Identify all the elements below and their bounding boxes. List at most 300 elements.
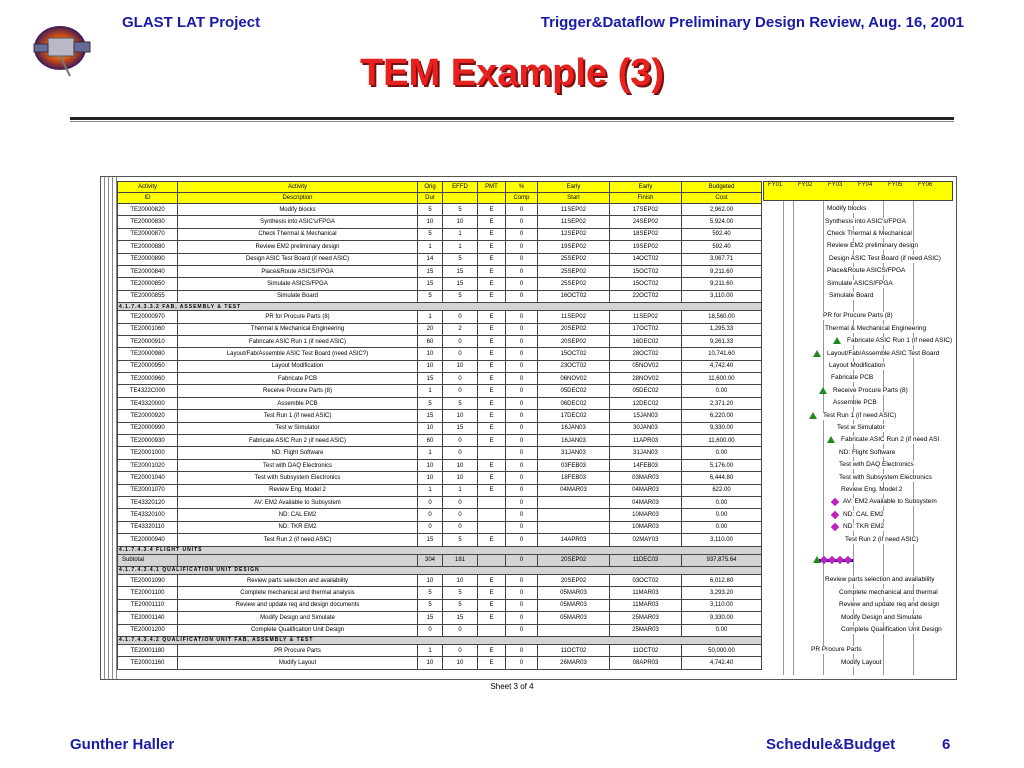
table-cell: Complete mechanical and thermal analysis: [178, 587, 418, 599]
table-cell: 15: [418, 278, 443, 290]
table-cell: TE20000910: [118, 335, 178, 347]
table-cell: 10: [418, 472, 443, 484]
table-row: [118, 290, 762, 302]
table-cell: 0: [443, 435, 478, 447]
table-cell: E: [478, 385, 506, 397]
table-cell: 0: [506, 241, 538, 253]
table-cell: 28NOV02: [610, 373, 682, 385]
table-cell: 23OCT02: [538, 360, 610, 372]
col-header: EFFD: [443, 182, 478, 193]
table-cell: 10: [418, 348, 443, 360]
title-rule-thin: [70, 121, 954, 122]
table-cell: 10: [443, 574, 478, 586]
table-cell: 20SEP02: [538, 554, 610, 566]
table-cell: 05DEC02: [610, 385, 682, 397]
table-cell: 6,012.80: [682, 574, 762, 586]
table-row: [118, 311, 762, 323]
table-cell: 15: [418, 534, 443, 546]
table-row: [118, 612, 762, 624]
table-cell: 14FEB03: [610, 459, 682, 471]
table-cell: 5: [443, 290, 478, 302]
footer-section: Schedule&Budget: [766, 736, 896, 753]
table-cell: 16JAN03: [538, 435, 610, 447]
table-cell: Modify Design and Simulate: [178, 612, 418, 624]
table-cell: [538, 624, 610, 636]
sheet-label: Sheet 3 of 4: [490, 682, 534, 691]
table-cell: 0: [506, 290, 538, 302]
table-cell: E: [478, 373, 506, 385]
table-cell: 10MAR03: [610, 509, 682, 521]
table-cell: 0: [443, 311, 478, 323]
table-cell: TE20001180: [118, 644, 178, 656]
table-cell: 05NOV02: [610, 360, 682, 372]
fy-label: FY04: [858, 182, 873, 188]
task-start-icon: [809, 412, 817, 419]
col-header: Early: [610, 182, 682, 193]
table-cell: 10: [443, 657, 478, 669]
table-cell: [538, 509, 610, 521]
table-cell: 0.00: [682, 624, 762, 636]
table-cell: 15: [443, 278, 478, 290]
section-label: 4.1.7.4.3.3.2 FAB, ASSEMBLY & TEST: [118, 303, 762, 311]
table-cell: 0: [506, 496, 538, 508]
table-cell: 15: [443, 265, 478, 277]
table-row: [118, 422, 762, 434]
table-cell: 10: [443, 472, 478, 484]
table-cell: Place&Route ASICS/FPGA: [178, 265, 418, 277]
table-cell: TE20000840: [118, 265, 178, 277]
table-cell: 11MAR03: [610, 599, 682, 611]
table-cell: 3,110.00: [682, 290, 762, 302]
table-row: [118, 624, 762, 636]
table-cell: E: [478, 534, 506, 546]
table-row: [118, 335, 762, 347]
table-cell: 592.40: [682, 228, 762, 240]
table-cell: TE20001000: [118, 447, 178, 459]
table-cell: PR Procure Parts: [178, 644, 418, 656]
table-row: [118, 241, 762, 253]
col-header: [443, 193, 478, 204]
table-cell: TE43320100: [118, 509, 178, 521]
col-header: [478, 193, 506, 204]
table-cell: 04MAR03: [610, 484, 682, 496]
fy-label: FY02: [798, 182, 813, 188]
footer-page: 6: [942, 736, 951, 753]
table-cell: TE20000960: [118, 373, 178, 385]
table-row: [118, 459, 762, 471]
table-cell: [478, 521, 506, 533]
table-cell: 0: [506, 435, 538, 447]
table-row: [118, 228, 762, 240]
table-cell: 10: [443, 216, 478, 228]
table-cell: TE20000890: [118, 253, 178, 265]
table-cell: 08APR03: [610, 657, 682, 669]
section-label: 4.1.7.4.3.4 FLIGHT UNITS: [118, 546, 762, 554]
table-cell: E: [478, 323, 506, 335]
table-cell: Test w Simulator: [178, 422, 418, 434]
table-row: [118, 410, 762, 422]
table-cell: Synthesis into ASIC's/FPGA: [178, 216, 418, 228]
table-cell: 0: [506, 624, 538, 636]
table-row: [118, 348, 762, 360]
table-cell: 25SEP02: [538, 278, 610, 290]
table-cell: 11SEP02: [538, 204, 610, 216]
table-cell: Simulate Board: [178, 290, 418, 302]
fy-label: FY06: [918, 182, 933, 188]
table-cell: 15: [418, 612, 443, 624]
table-cell: TE43320110: [118, 521, 178, 533]
table-cell: Review EM2 preliminary design: [178, 241, 418, 253]
gantt-chart: [763, 181, 956, 675]
table-cell: 9,261.33: [682, 335, 762, 347]
subtotal-row: [118, 554, 762, 566]
table-cell: 3,110.00: [682, 599, 762, 611]
table-cell: 1: [443, 484, 478, 496]
table-cell: 18,560.00: [682, 311, 762, 323]
table-cell: 1: [418, 484, 443, 496]
table-cell: 5: [443, 253, 478, 265]
table-cell: TE20000980: [118, 348, 178, 360]
table-cell: 0: [506, 385, 538, 397]
task-start-icon: [833, 337, 841, 344]
table-cell: 0: [506, 265, 538, 277]
table-row: [118, 253, 762, 265]
gantt-task-label: Design ASIC Test Board (if need ASIC): [829, 254, 941, 262]
milestone-icon: [831, 498, 839, 506]
table-cell: 26MAR03: [538, 657, 610, 669]
table-row: [118, 484, 762, 496]
table-cell: 1: [443, 241, 478, 253]
gantt-task-label: Fabricate ASIC Run 1 (if need ASIC): [847, 337, 953, 345]
table-cell: 14OCT02: [610, 253, 682, 265]
table-cell: 0: [418, 624, 443, 636]
table-cell: 04MAR03: [538, 484, 610, 496]
col-header: Start: [538, 193, 610, 204]
gantt-task-label: Check Thermal & Mechanical: [827, 230, 912, 237]
table-cell: 0: [506, 204, 538, 216]
table-cell: 14: [418, 253, 443, 265]
gantt-task-label: PR for Procure Parts (8): [823, 312, 893, 320]
gantt-task-label: Modify blocks: [827, 205, 867, 213]
table-cell: 0: [506, 521, 538, 533]
table-cell: 0: [506, 509, 538, 521]
table-cell: 0: [443, 385, 478, 397]
table-cell: 10: [443, 459, 478, 471]
col-header: Budgeted: [682, 182, 762, 193]
table-cell: E: [478, 435, 506, 447]
table-cell: 5: [443, 397, 478, 409]
table-cell: 15: [418, 265, 443, 277]
table-cell: 1: [443, 228, 478, 240]
table-cell: 0: [443, 521, 478, 533]
table-cell: E: [478, 472, 506, 484]
table-cell: 11OCT02: [610, 644, 682, 656]
table-cell: TE20000850: [118, 278, 178, 290]
col-header: Activity: [178, 182, 418, 193]
table-row: [118, 534, 762, 546]
table-row: [118, 435, 762, 447]
col-header: Finish: [610, 193, 682, 204]
table-row: [118, 521, 762, 533]
table-cell: 11MAR03: [610, 587, 682, 599]
table-cell: E: [478, 204, 506, 216]
table-cell: 2,371.20: [682, 397, 762, 409]
table-cell: E: [478, 360, 506, 372]
table-cell: 17OCT02: [610, 323, 682, 335]
table-cell: 5: [418, 228, 443, 240]
table-cell: E: [478, 290, 506, 302]
gantt-task-label: Assemble PCB: [833, 399, 877, 407]
table-cell: E: [478, 348, 506, 360]
table-row: [118, 323, 762, 335]
col-header: Dur: [418, 193, 443, 204]
table-cell: 10: [443, 410, 478, 422]
table-cell: 5: [443, 599, 478, 611]
table-cell: 20SEP02: [538, 335, 610, 347]
gantt-gridline: [793, 201, 794, 675]
gantt-task-label: Test Run 2 (if need ASIC): [845, 535, 919, 543]
table-cell: 24SEP02: [610, 216, 682, 228]
table-cell: Assemble PCB: [178, 397, 418, 409]
table-cell: TE20001140: [118, 612, 178, 624]
table-cell: 31JAN03: [538, 447, 610, 459]
gantt-task-label: Review and update req and design: [839, 601, 940, 609]
table-cell: Fabricate ASIC Run 1 (if need ASIC): [178, 335, 418, 347]
table-cell: 60: [418, 435, 443, 447]
table-cell: 0: [506, 459, 538, 471]
table-cell: 20: [418, 323, 443, 335]
table-cell: 0: [506, 311, 538, 323]
table-cell: Test with DAQ Electronics: [178, 459, 418, 471]
table-cell: 16JAN03: [538, 422, 610, 434]
table-cell: 4,742.40: [682, 657, 762, 669]
table-cell: E: [478, 335, 506, 347]
table-cell: TE20001160: [118, 657, 178, 669]
table-cell: 0: [443, 348, 478, 360]
table-cell: 0: [506, 554, 538, 566]
gantt-task-label: Fabricate PCB: [831, 374, 874, 382]
table-cell: 0: [506, 657, 538, 669]
table-cell: 0: [506, 644, 538, 656]
gantt-task-label: Layout/Fab/Assemble ASIC Test Board: [827, 349, 940, 357]
table-cell: 10: [418, 216, 443, 228]
table-cell: Test with Subsystem Electronics: [178, 472, 418, 484]
table-cell: 19SEP02: [538, 241, 610, 253]
gantt-task-label: Review parts selection and availability: [825, 576, 935, 584]
gantt-task-label: Test with DAQ Electronics: [839, 461, 914, 469]
table-cell: 5,924.00: [682, 216, 762, 228]
table-cell: E: [478, 574, 506, 586]
project-name: GLAST LAT Project: [122, 14, 261, 31]
gantt-gridline: [823, 201, 824, 675]
table-cell: Test Run 2 (if need ASIC): [178, 534, 418, 546]
table-cell: 0: [506, 447, 538, 459]
table-cell: 0.00: [682, 496, 762, 508]
milestone-icon: [844, 556, 852, 564]
table-cell: 0.00: [682, 509, 762, 521]
table-cell: PR for Procure Parts (8): [178, 311, 418, 323]
gantt-task-label: Test with Subsystem Electronics: [839, 473, 932, 481]
col-header: ID: [118, 193, 178, 204]
table-cell: 9,330.00: [682, 422, 762, 434]
review-title: Trigger&Dataflow Preliminary Design Review, Aug. 16, 2001: [540, 14, 964, 31]
table-cell: TE20001020: [118, 459, 178, 471]
gantt-task-label: Complete Qualification Unit Design: [841, 626, 942, 633]
table-cell: 11SEP02: [538, 311, 610, 323]
table-cell: 6,444.80: [682, 472, 762, 484]
table-cell: 0: [443, 624, 478, 636]
table-cell: 5: [443, 587, 478, 599]
table-cell: 0: [443, 373, 478, 385]
col-header: Cost: [682, 193, 762, 204]
table-cell: TE20000820: [118, 204, 178, 216]
table-cell: E: [478, 612, 506, 624]
table-cell: [478, 447, 506, 459]
table-cell: 181: [443, 554, 478, 566]
table-cell: 06NOV02: [538, 373, 610, 385]
table-cell: 15: [443, 612, 478, 624]
table-cell: 1: [418, 241, 443, 253]
gantt-task-label: Review Eng. Model 2: [841, 486, 903, 493]
table-cell: 0.00: [682, 521, 762, 533]
task-start-icon: [813, 556, 821, 563]
table-cell: 19SEP02: [610, 241, 682, 253]
table-row: [118, 496, 762, 508]
table-cell: 11DEC03: [610, 554, 682, 566]
table-cell: 30JAN03: [610, 422, 682, 434]
table-cell: 0: [506, 335, 538, 347]
col-header: Activity: [118, 182, 178, 193]
gantt-task-label: Simulate ASICS/FPGA: [827, 279, 893, 287]
milestone-icon: [831, 511, 839, 519]
table-cell: 10: [418, 657, 443, 669]
section-row: [118, 546, 762, 554]
gantt-task-label: Complete mechanical and thermal: [839, 588, 938, 596]
table-cell: 11,600.00: [682, 435, 762, 447]
table-cell: 304: [418, 554, 443, 566]
col-header: Description: [178, 193, 418, 204]
table-cell: E: [478, 397, 506, 409]
table-cell: TE20001070: [118, 484, 178, 496]
table-cell: 1: [418, 447, 443, 459]
milestone-icon: [831, 523, 839, 531]
table-cell: 0.00: [682, 385, 762, 397]
table-cell: Review Eng. Model 2: [178, 484, 418, 496]
table-cell: [538, 521, 610, 533]
section-row: [118, 636, 762, 644]
table-cell: 15OCT02: [610, 265, 682, 277]
table-cell: 15: [418, 373, 443, 385]
table-cell: 25SEP02: [538, 253, 610, 265]
table-cell: TE43320000: [118, 397, 178, 409]
table-cell: TE20001100: [118, 587, 178, 599]
gantt-task-label: Modify Layout: [841, 658, 882, 666]
table-cell: TE20001110: [118, 599, 178, 611]
table-cell: Modify blocks: [178, 204, 418, 216]
gantt-task-label: Test w Simulator: [837, 424, 885, 431]
table-row: [118, 397, 762, 409]
wbs-gutter: [101, 177, 117, 679]
table-row: [118, 204, 762, 216]
task-start-icon: [819, 387, 827, 394]
section-row: [118, 303, 762, 311]
table-cell: 0: [506, 612, 538, 624]
slide-title: TEM Example (3): [359, 52, 665, 94]
table-cell: 0: [506, 472, 538, 484]
table-cell: TE20000830: [118, 216, 178, 228]
gantt-task-label: Synthesis into ASIC's/FPGA: [825, 217, 907, 225]
table-cell: 18FEB03: [538, 472, 610, 484]
table-cell: 0: [506, 410, 538, 422]
table-cell: 15OCT02: [610, 278, 682, 290]
gantt-gridline: [783, 201, 784, 675]
table-cell: 12SEP02: [538, 228, 610, 240]
table-cell: [478, 624, 506, 636]
table-cell: 5: [418, 204, 443, 216]
table-cell: TE20001060: [118, 323, 178, 335]
col-header: PMT: [478, 182, 506, 193]
gantt-task-label: Place&Route ASICS/FPGA: [827, 267, 906, 275]
table-cell: 04MAR03: [610, 496, 682, 508]
table-cell: TE20000920: [118, 410, 178, 422]
gantt-task-label: Fabricate ASIC Run 2 (if need ASI: [841, 436, 940, 444]
table-cell: 10: [418, 360, 443, 372]
table-cell: 28OCT02: [610, 348, 682, 360]
table-cell: 1: [418, 644, 443, 656]
table-cell: 5: [443, 204, 478, 216]
table-cell: 0: [443, 509, 478, 521]
table-cell: TE20000930: [118, 435, 178, 447]
section-label: 4.1.7.4.3.4.1 QUALIFICATION UNIT DESIGN: [118, 566, 762, 574]
table-cell: 0: [506, 574, 538, 586]
table-cell: Complete Qualification Unit Design: [178, 624, 418, 636]
gantt-task-label: ND: CAL EM2: [843, 510, 884, 518]
table-cell: E: [478, 216, 506, 228]
gantt-task-label: Thermal & Mechanical Engineering: [825, 324, 927, 332]
table-cell: ND: CAL EM2: [178, 509, 418, 521]
fy-label: FY03: [828, 182, 843, 188]
table-row: [118, 216, 762, 228]
table-cell: 0: [418, 496, 443, 508]
table-cell: 0: [506, 348, 538, 360]
table-cell: AV: EM2 Available to Subsystem: [178, 496, 418, 508]
task-start-icon: [827, 436, 835, 443]
table-cell: 03MAR03: [610, 472, 682, 484]
fy-label: FY01: [768, 182, 783, 188]
table-cell: 31JAN03: [610, 447, 682, 459]
gantt-task-label: Modify Design and Simulate: [841, 613, 922, 621]
table-cell: 20SEP02: [538, 574, 610, 586]
table-cell: 14APR03: [538, 534, 610, 546]
gantt-task-label: Review EM2 preliminary design: [827, 242, 919, 250]
table-cell: TE20001200: [118, 624, 178, 636]
table-cell: 6,220.00: [682, 410, 762, 422]
footer-author: Gunther Haller: [70, 736, 175, 753]
table-cell: 11SEP02: [610, 311, 682, 323]
table-cell: E: [478, 311, 506, 323]
table-cell: ND: TKR EM2: [178, 521, 418, 533]
table-cell: 0: [418, 509, 443, 521]
table-cell: 5: [443, 534, 478, 546]
table-cell: 1: [418, 385, 443, 397]
table-cell: Review and update req and design documents: [178, 599, 418, 611]
header-row-2: [118, 193, 762, 204]
table-row: [118, 447, 762, 459]
table-cell: 18SEP02: [610, 228, 682, 240]
table-cell: 03OCT02: [610, 574, 682, 586]
table-cell: Fabricate PCB: [178, 373, 418, 385]
table-cell: TE20000870: [118, 228, 178, 240]
